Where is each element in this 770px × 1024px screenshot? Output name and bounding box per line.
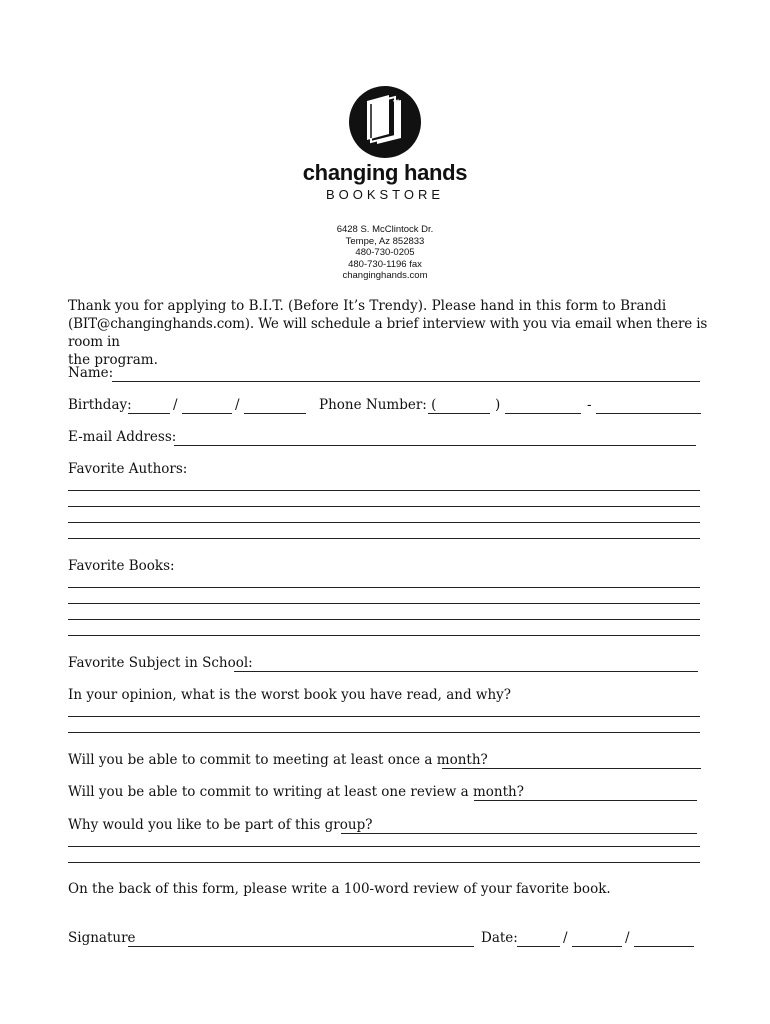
- birthday-year-field[interactable]: [244, 396, 306, 414]
- phone-area-code-field[interactable]: [428, 396, 490, 414]
- review-field[interactable]: [474, 783, 697, 801]
- book-logo-icon: [349, 86, 421, 158]
- birthday-month-field[interactable]: [128, 396, 170, 414]
- signature-field[interactable]: [128, 929, 474, 947]
- date-day-field[interactable]: [572, 929, 622, 947]
- date-label: Date:: [481, 930, 518, 946]
- books-line[interactable]: [68, 619, 700, 620]
- worst-book-line[interactable]: [68, 716, 700, 717]
- subject-label: Favorite Subject in School:: [68, 655, 253, 671]
- phone-dash: -: [587, 397, 592, 413]
- date-year-field[interactable]: [634, 929, 694, 947]
- birthday-slash: /: [173, 397, 178, 413]
- authors-line[interactable]: [68, 490, 700, 491]
- address-line: Tempe, Az 852833: [345, 235, 425, 247]
- birthday-slash: /: [235, 397, 240, 413]
- brand-subtitle: BOOKSTORE: [325, 187, 445, 202]
- date-month-field[interactable]: [517, 929, 560, 947]
- intro-line: Thank you for applying to B.I.T. (Before It’s Trendy). Please hand in this form to Brandi: [68, 298, 667, 314]
- address-line: 480-730-0205: [355, 247, 415, 258]
- worst-book-line[interactable]: [68, 732, 700, 733]
- authors-label: Favorite Authors:: [68, 461, 188, 477]
- address-line: 480-730-1196 fax: [348, 258, 422, 270]
- why-line[interactable]: [68, 862, 700, 863]
- books-line[interactable]: [68, 635, 700, 636]
- meeting-field[interactable]: [442, 751, 701, 769]
- email-field[interactable]: [174, 428, 696, 446]
- date-slash: /: [563, 930, 568, 946]
- authors-line[interactable]: [68, 522, 700, 523]
- phone-number-field[interactable]: [596, 396, 701, 414]
- books-line[interactable]: [68, 603, 700, 604]
- review-label: Will you be able to commit to writing at least one review a month?: [68, 784, 524, 800]
- authors-line[interactable]: [68, 506, 700, 507]
- phone-prefix-field[interactable]: [505, 396, 581, 414]
- name-label: Name:: [68, 365, 114, 381]
- email-label: E-mail Address:: [68, 429, 177, 445]
- authors-line[interactable]: [68, 538, 700, 539]
- intro-line: the program.: [68, 352, 158, 368]
- brand-name: changing hands: [302, 160, 468, 185]
- address-line: changinghands.com: [342, 270, 428, 281]
- date-slash: /: [625, 930, 630, 946]
- birthday-label: Birthday:: [68, 397, 132, 413]
- intro-paragraph: [68, 297, 708, 369]
- why-label: Why would you like to be part of this group?: [68, 817, 373, 833]
- address-line: 6428 S. McClintock Dr.: [336, 224, 434, 235]
- why-line[interactable]: [68, 846, 700, 847]
- subject-field[interactable]: [234, 654, 698, 672]
- books-label: Favorite Books:: [68, 558, 175, 574]
- meeting-label: Will you be able to commit to meeting at least once a month?: [68, 752, 488, 768]
- back-note: On the back of this form, please write a 100-word review of your favorite book.: [68, 881, 611, 897]
- intro-line: (BIT@changinghands.com). We will schedule a brief interview with you via email when there is room in: [68, 316, 708, 350]
- signature-label: Signature: [68, 930, 136, 946]
- why-field[interactable]: [341, 816, 697, 834]
- address-block: [300, 224, 470, 282]
- birthday-day-field[interactable]: [182, 396, 232, 414]
- name-field[interactable]: [112, 364, 700, 382]
- books-line[interactable]: [68, 587, 700, 588]
- worst-book-label: In your opinion, what is the worst book you have read, and why?: [68, 687, 512, 703]
- phone-paren-close: ): [495, 397, 501, 413]
- phone-label: Phone Number: (: [319, 397, 437, 413]
